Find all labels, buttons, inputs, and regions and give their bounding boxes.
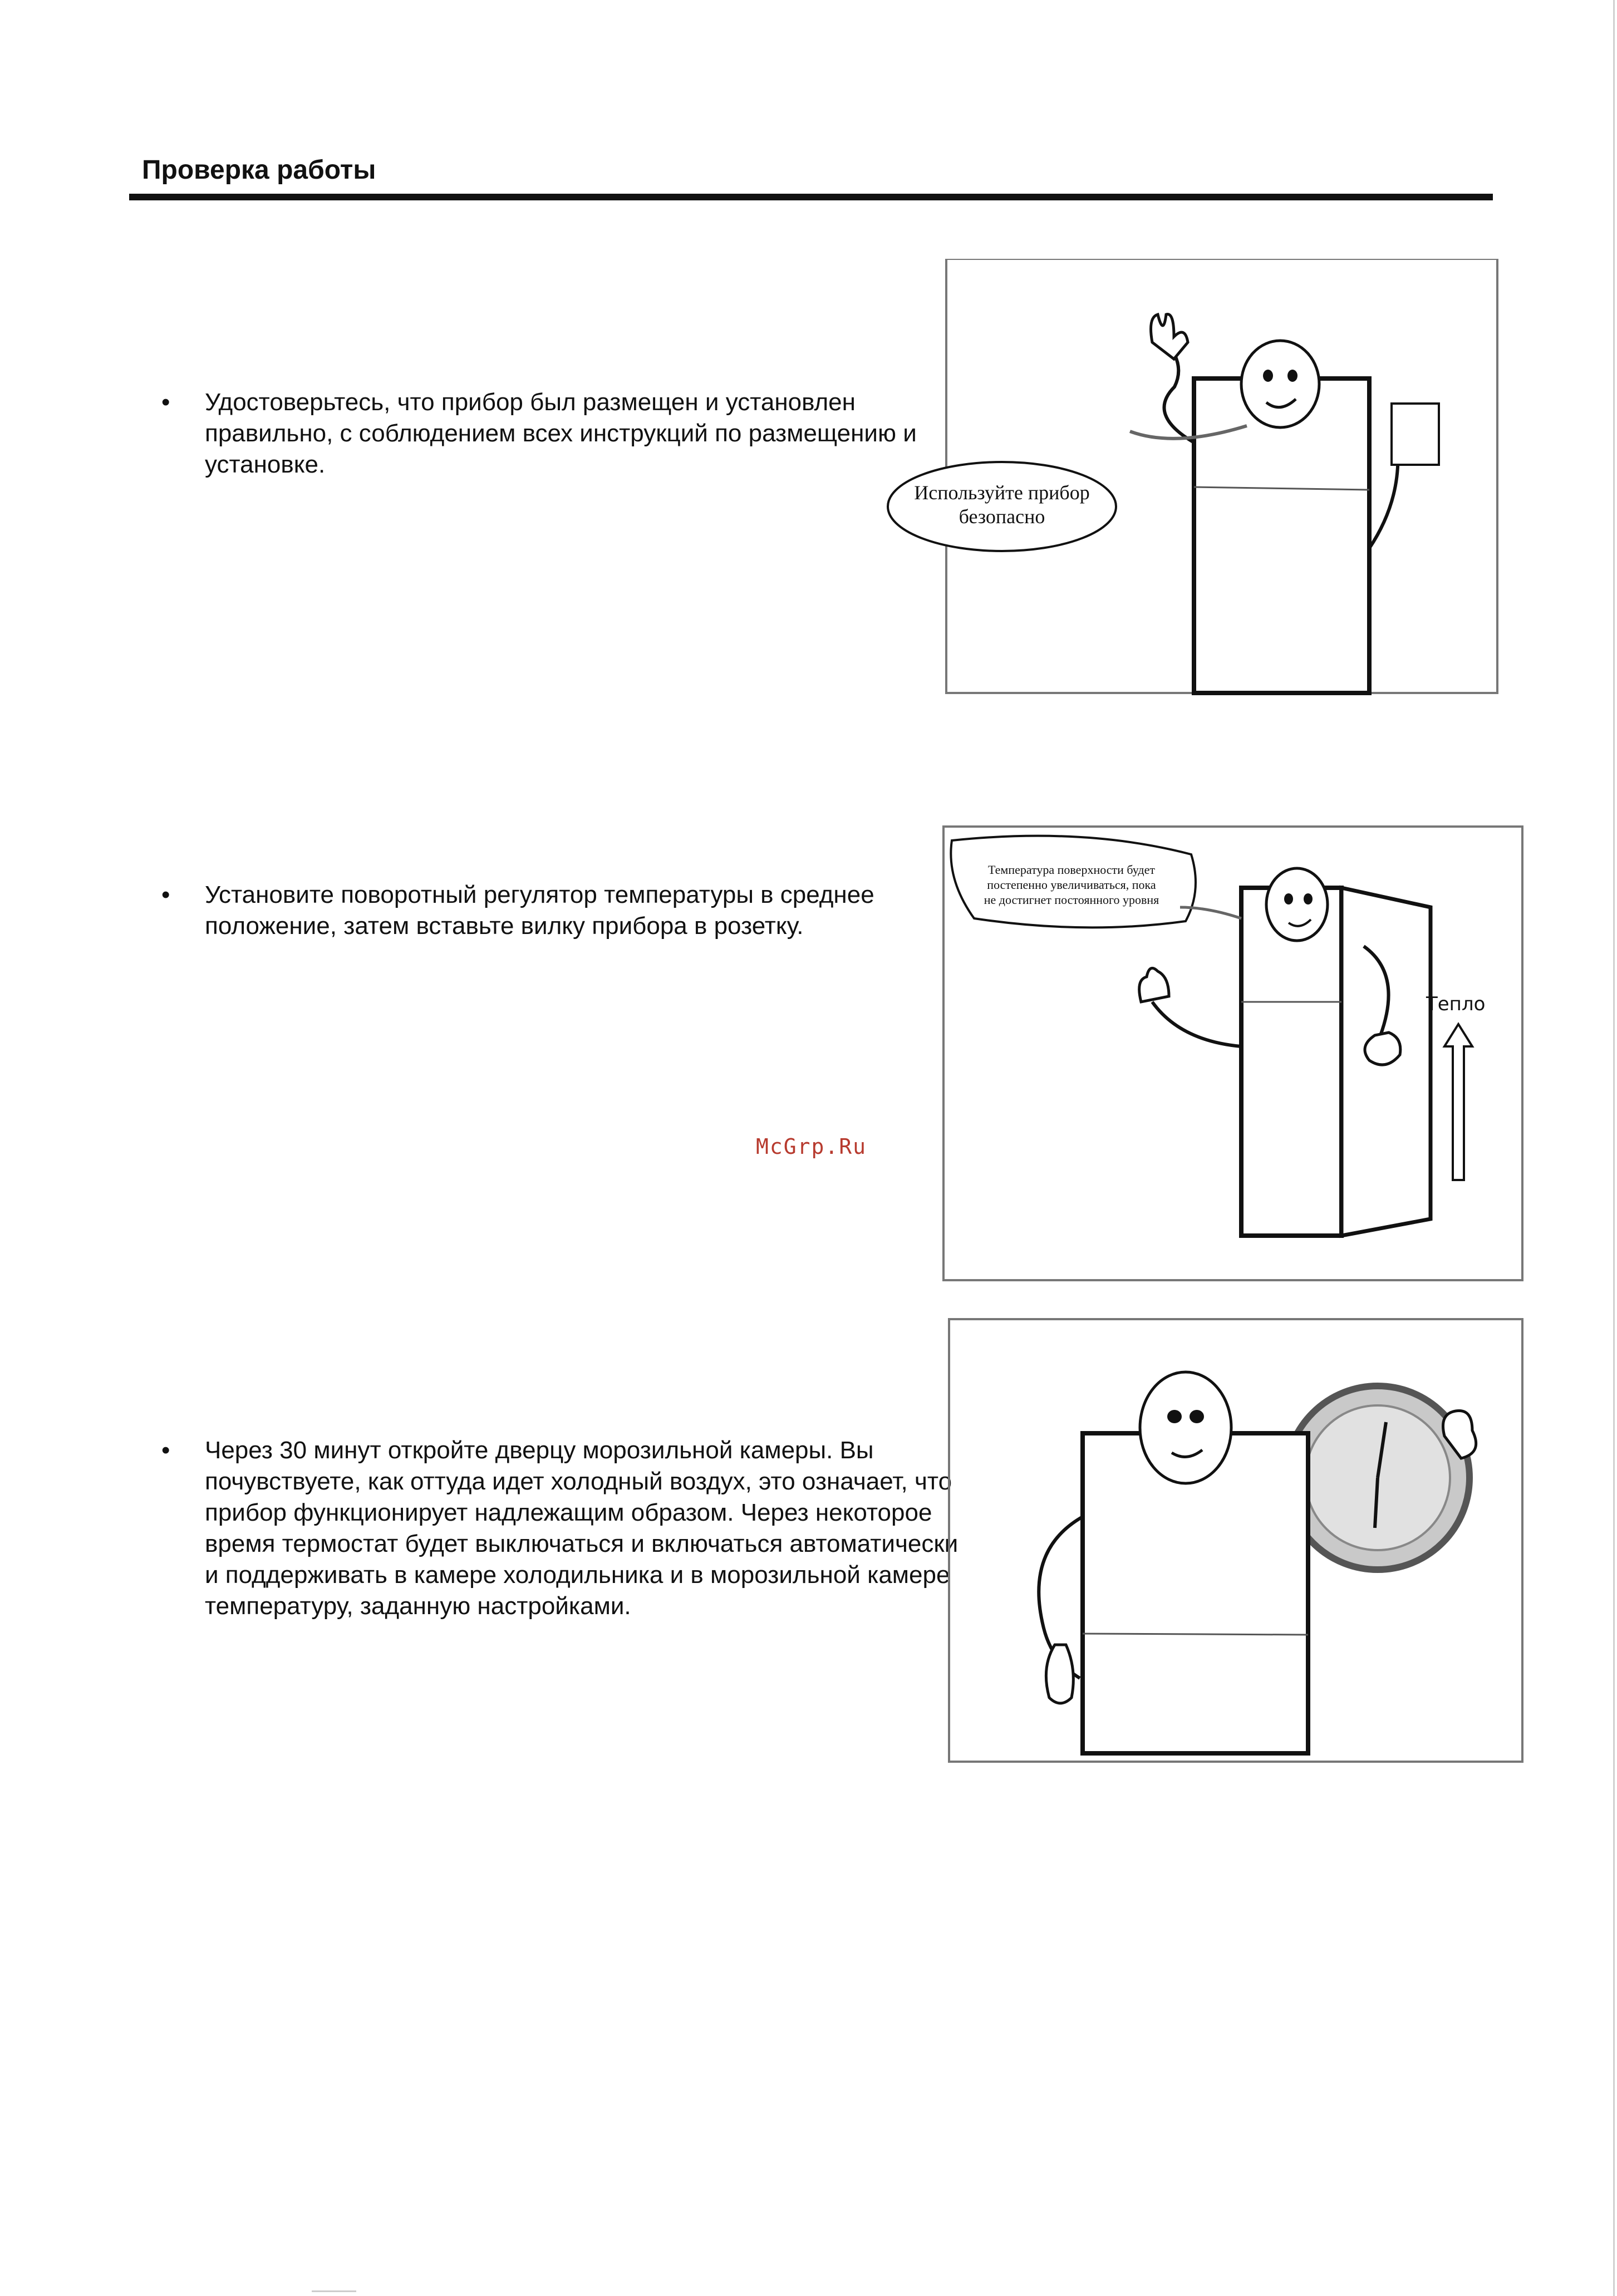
illustration-heating [941, 824, 1525, 1283]
resting-hand [1046, 1645, 1073, 1703]
left-arm [1164, 342, 1194, 443]
illustration-clock [946, 1316, 1525, 1764]
speech-line-2: безопасно [959, 505, 1045, 528]
eye-left [1167, 1410, 1182, 1423]
speech-line-2: постепенно увеличиваться, пока [987, 878, 1156, 892]
eye-left [1263, 370, 1273, 382]
pointing-hand [1139, 968, 1169, 1002]
instruction-item-2 [161, 879, 973, 942]
left-arm [1152, 1002, 1241, 1046]
warmth-label: Тепло [1426, 993, 1486, 1015]
warmth-arrow-icon [1444, 1024, 1472, 1180]
instruction-text: Установите поворотный регулятор температуры в среднее положение, затем вставьте вилку прибора в розетку. [205, 881, 874, 940]
eye-left [1284, 893, 1293, 904]
face-outline [1140, 1372, 1231, 1483]
page-title: Проверка работы [142, 155, 376, 185]
eye-right [1304, 893, 1313, 904]
watermark: McGrp.Ru [756, 1134, 867, 1159]
bullet-icon: • [161, 881, 170, 908]
bullet-icon: • [161, 1437, 170, 1464]
face-outline [1266, 868, 1328, 941]
speech-line-1: Используйте прибор [914, 481, 1090, 504]
face-outline [1241, 341, 1319, 427]
waving-hand [1151, 314, 1188, 360]
title-divider [129, 194, 1493, 200]
fridge-clock-image [946, 1316, 1525, 1764]
eye-right [1190, 1410, 1204, 1423]
illustration-safe-use [885, 259, 1506, 699]
eye-right [1287, 370, 1297, 382]
instruction-text: Через 30 минут откройте дверцу морозильной камеры. Вы почувствуете, как оттуда идет холодный воздух, это означает, что прибор функционирует надлежащим образом. Через некоторое время термостат будет выключаться и включаться автоматически и поддерживать в камере холодильника и в морозильной камере температуру, заданную настройками. [205, 1437, 959, 1620]
instruction-text: Удостоверьтесь, что прибор был размещен и установлен правильно, с соблюдением всех инструкций по размещению и установке. [205, 389, 917, 478]
manual-booklet [1392, 404, 1439, 465]
instruction-item-1 [161, 387, 973, 480]
bullet-icon: • [161, 389, 170, 416]
fridge-door-split [1083, 1634, 1308, 1635]
page-edge [1613, 0, 1615, 2296]
fridge-waving-image [885, 259, 1506, 699]
fridge-warming-image [941, 824, 1525, 1283]
page-footer-mark [312, 2290, 356, 2292]
fist-hand [1365, 1033, 1400, 1065]
instruction-item-3 [161, 1435, 973, 1622]
speech-line-1: Температура поверхности будет [988, 863, 1155, 877]
speech-line-3: не достигнет постоянного уровня [984, 893, 1159, 907]
